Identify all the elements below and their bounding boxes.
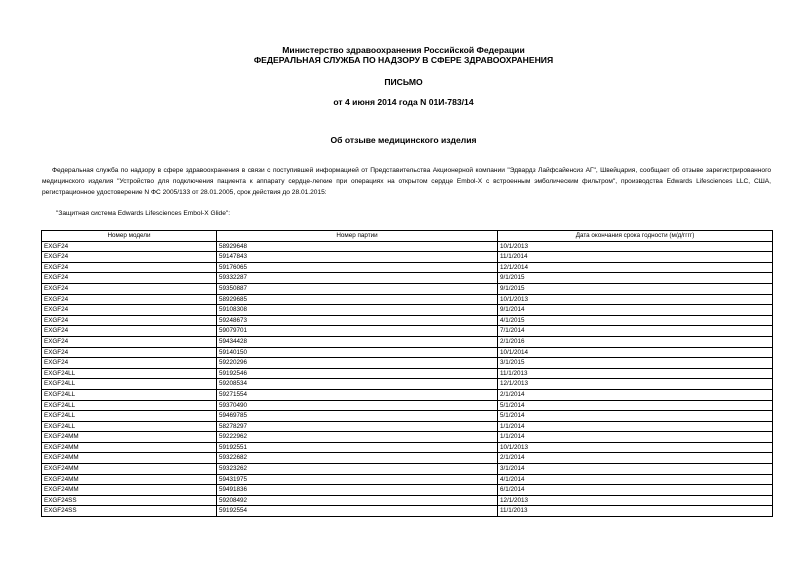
table-row: [42, 273, 773, 284]
cell-lot-number: 59208492: [217, 495, 498, 506]
cell-model-number: EXGF24MM: [42, 432, 217, 443]
cell-lot-number: 58929685: [217, 294, 498, 305]
cell-model-number: EXGF24SS: [42, 495, 217, 506]
cell-lot-number: 59176065: [217, 262, 498, 273]
cell-model-number: EXGF24: [42, 315, 217, 326]
cell-lot-number: 59140150: [217, 347, 498, 358]
cell-lot-number: 59491836: [217, 485, 498, 496]
table-row: [42, 294, 773, 305]
cell-model-number: EXGF24: [42, 347, 217, 358]
cell-expiry-date: 5/1/2014: [498, 400, 773, 411]
table-row: [42, 411, 773, 422]
cell-model-number: EXGF24: [42, 283, 217, 294]
body-paragraph-text: Федеральная служба по надзору в сфере здравоохранения в связи с поступившей информацией от Представительства Акционерной компании "Эдвардз Лайфсайенсиз АГ", Швейцария, сообщает об отзыве зарегистрированного медицинского изделия "Устройство для подключения пациента к аппарату сердце-легкие при операциях на открытом сердце Embol-X с встроенным эмболическим фильтром", производства Edwards Lifesciences LLC, США, регистрационное удостоверение N ФС 2005/133 от 28.01.2005, срок действия до 28.01.2015:: [42, 167, 771, 196]
column-header-lot: Номер партии: [217, 231, 498, 242]
cell-model-number: EXGF24: [42, 262, 217, 273]
cell-lot-number: 58929648: [217, 241, 498, 252]
table-row: [42, 336, 773, 347]
cell-expiry-date: 6/1/2014: [498, 485, 773, 496]
cell-lot-number: 58278297: [217, 421, 498, 432]
cell-lot-number: 59208534: [217, 379, 498, 390]
table-row: [42, 485, 773, 496]
recall-table: [41, 230, 773, 517]
table-row: [42, 241, 773, 252]
table-row: [42, 464, 773, 475]
cell-expiry-date: 1/1/2014: [498, 421, 773, 432]
cell-lot-number: 59323262: [217, 464, 498, 475]
cell-lot-number: 59322682: [217, 453, 498, 464]
cell-model-number: EXGF24: [42, 294, 217, 305]
cell-expiry-date: 4/1/2015: [498, 315, 773, 326]
cell-lot-number: 59332287: [217, 273, 498, 284]
cell-expiry-date: 12/1/2013: [498, 495, 773, 506]
document-subject: Об отзыве медицинского изделия: [330, 135, 477, 145]
cell-expiry-date: 12/1/2013: [498, 379, 773, 390]
table-row: [42, 379, 773, 390]
cell-model-number: EXGF24MM: [42, 442, 217, 453]
cell-expiry-date: 2/1/2014: [498, 453, 773, 464]
column-header-expiry: Дата окончания срока годности (м/д/гггг): [498, 231, 773, 242]
cell-expiry-date: 12/1/2014: [498, 262, 773, 273]
cell-expiry-date: 7/1/2014: [498, 326, 773, 337]
cell-model-number: EXGF24LL: [42, 421, 217, 432]
table-row: [42, 283, 773, 294]
cell-model-number: EXGF24LL: [42, 368, 217, 379]
cell-lot-number: 59434428: [217, 336, 498, 347]
cell-lot-number: 59370490: [217, 400, 498, 411]
cell-model-number: EXGF24MM: [42, 474, 217, 485]
cell-lot-number: 59431975: [217, 474, 498, 485]
cell-expiry-date: 10/1/2013: [498, 294, 773, 305]
table-row: [42, 453, 773, 464]
cell-lot-number: 59220296: [217, 358, 498, 369]
cell-model-number: EXGF24: [42, 273, 217, 284]
cell-expiry-date: 5/1/2014: [498, 411, 773, 422]
cell-model-number: EXGF24MM: [42, 464, 217, 475]
table-row: [42, 262, 773, 273]
cell-model-number: EXGF24MM: [42, 453, 217, 464]
cell-expiry-date: 10/1/2013: [498, 241, 773, 252]
cell-expiry-date: 2/1/2014: [498, 389, 773, 400]
cell-model-number: EXGF24: [42, 336, 217, 347]
table-row: [42, 252, 773, 263]
cell-expiry-date: 11/1/2013: [498, 368, 773, 379]
cell-model-number: EXGF24MM: [42, 485, 217, 496]
table-row: [42, 358, 773, 369]
cell-expiry-date: 9/1/2015: [498, 273, 773, 284]
body-paragraph: [42, 165, 771, 198]
table-row: [42, 495, 773, 506]
cell-expiry-date: 11/1/2013: [498, 506, 773, 517]
cell-expiry-date: 1/1/2014: [498, 432, 773, 443]
cell-lot-number: 59192546: [217, 368, 498, 379]
table-row: [42, 347, 773, 358]
cell-expiry-date: 2/1/2016: [498, 336, 773, 347]
cell-expiry-date: 4/1/2014: [498, 474, 773, 485]
cell-lot-number: 59079701: [217, 326, 498, 337]
cell-expiry-date: 9/1/2015: [498, 283, 773, 294]
table-row: [42, 305, 773, 316]
cell-lot-number: 59350887: [217, 283, 498, 294]
table-row: [42, 421, 773, 432]
table-row: [42, 389, 773, 400]
service-name: ФЕДЕРАЛЬНАЯ СЛУЖБА ПО НАДЗОРУ В СФЕРЕ ЗДРАВООХРАНЕНИЯ: [253, 55, 554, 65]
cell-lot-number: 59192551: [217, 442, 498, 453]
cell-lot-number: 59108308: [217, 305, 498, 316]
cell-lot-number: 59271554: [217, 389, 498, 400]
cell-lot-number: 59248673: [217, 315, 498, 326]
ministry-name: Министерство здравоохранения Российской Федерации: [282, 45, 525, 55]
table-row: [42, 506, 773, 517]
table-body: [42, 241, 773, 516]
document-type: ПИСЬМО: [384, 77, 423, 87]
cell-model-number: EXGF24LL: [42, 400, 217, 411]
cell-expiry-date: 10/1/2014: [498, 347, 773, 358]
cell-model-number: EXGF24LL: [42, 389, 217, 400]
table-row: [42, 315, 773, 326]
table-row: [42, 474, 773, 485]
cell-expiry-date: 3/1/2015: [498, 358, 773, 369]
cell-model-number: EXGF24SS: [42, 506, 217, 517]
cell-lot-number: 59469785: [217, 411, 498, 422]
table-row: [42, 326, 773, 337]
cell-expiry-date: 10/1/2013: [498, 442, 773, 453]
table-row: [42, 368, 773, 379]
table-header-row: [42, 231, 773, 242]
cell-model-number: EXGF24: [42, 326, 217, 337]
cell-model-number: EXGF24: [42, 305, 217, 316]
document-date: от 4 июня 2014 года N 01И-783/14: [333, 97, 474, 107]
cell-expiry-date: 9/1/2014: [498, 305, 773, 316]
table-row: [42, 432, 773, 443]
cell-lot-number: 59222962: [217, 432, 498, 443]
table-row: [42, 442, 773, 453]
cell-lot-number: 59192554: [217, 506, 498, 517]
cell-model-number: EXGF24: [42, 252, 217, 263]
cell-model-number: EXGF24LL: [42, 411, 217, 422]
cell-model-number: EXGF24: [42, 241, 217, 252]
table-row: [42, 400, 773, 411]
cell-model-number: EXGF24: [42, 358, 217, 369]
cell-model-number: EXGF24LL: [42, 379, 217, 390]
device-name-intro: "Защитная система Edwards Lifesciences Embol-X Glide":: [56, 210, 231, 217]
column-header-model: Номер модели: [42, 231, 217, 242]
cell-lot-number: 59147843: [217, 252, 498, 263]
cell-expiry-date: 3/1/2014: [498, 464, 773, 475]
cell-expiry-date: 11/1/2014: [498, 252, 773, 263]
